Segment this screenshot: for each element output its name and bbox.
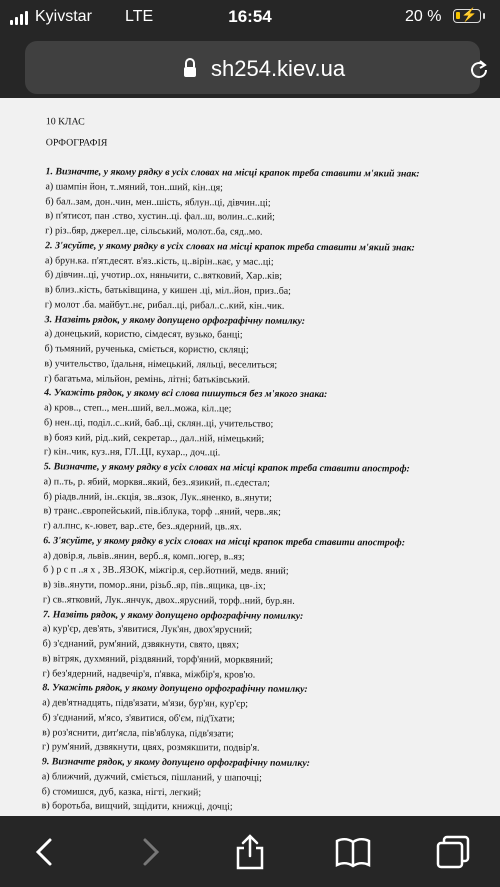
forward-chevron-icon[interactable] [130,832,170,872]
answer-option: б) з'єднаний, рум'яний, дзвякнути, свято, цвях; [42,638,240,651]
status-bar [0,0,500,36]
back-chevron-icon[interactable] [25,832,65,872]
scanned-document [0,98,500,813]
answer-option: г) без'ядерний, надвечір'я, п'явка, міжбір'я, кров'ю. [42,667,256,681]
tabs-icon[interactable] [433,832,473,872]
question-heading: 9. Визначте рядок, у якому допущено орфографічну помилку: [41,756,310,769]
address-bar [0,36,500,98]
book-icon[interactable] [333,832,373,872]
answer-option: а) брун.ка. п'ят.десят. в'яз..кість, ц..вірін..кає, у мас..ці; [44,254,274,268]
answer-option: а) кров.., степ.., мен..ший, вел..можа, кіл..це; [44,402,232,415]
answer-option: в) боротьба, вищчий, зщідити, книжці, дочці; [41,800,233,813]
answer-option: а) п..ть, р. ябий, морквя..який, без..язикий, п..єдестал; [43,476,270,489]
answer-option: а) кур'єр, дев'ять, з'явитися, Лук'ян, двох'ярусний; [42,623,253,636]
question-heading: 3. Назвіть рядок, у якому допущено орфографічну помилку: [44,313,306,327]
answer-option: а) довір.я, львів..янин, верб..я, комп..югер, в..яз; [43,549,245,563]
clock: 16:54 [228,7,272,26]
question-heading: 7. Назвіть рядок, у якому допущено орфографічну помилку: [42,608,304,622]
answer-option: б) з'єднаний, м'ясо, з'явитися, об'єм, під'їхати; [42,712,235,725]
share-icon[interactable] [230,832,270,872]
answer-option: а) дев'ятнадцять, підв'язати, м'язи, бур'ян, кур'єр; [42,697,249,710]
charging-bolt-icon: ⚡ [461,7,478,22]
answer-option: г) різ..бяр, джерел..це, сільський, молот..ба, сяд..мо. [45,225,263,238]
answer-option: а) ближчий, дужчий, сміється, пішланий, у шапочці; [41,771,262,784]
question-heading: 1. Визначте, у якому рядку в усіх словах на місці крапок треба ставити м'який знак: [45,166,420,180]
answer-option: г) кін..чик, куз..ня, ГЛ..ЦІ, кухар.., доч..ці. [43,446,221,459]
lock-icon [183,57,197,79]
answer-option: г) рум'яний, дзвякнути, цвях, розмякшити, подвір'я. [42,741,260,754]
answer-option: в) вітряк, духмяний, різдвяний, торф'яний, морквяний; [42,653,274,666]
answer-option: а) донецький, користю, сімдесят, вузько, банці; [44,328,243,341]
answer-option: в) роз'яснити, дит'ясла, пів'яблука, підв'язати; [42,726,234,739]
url-text[interactable]: sh254.kiev.ua [211,56,346,81]
browser-toolbar [0,816,500,887]
answer-option: в) п'ятисот, пан .ство, хустин..ці. фал..ш, волин..с..кий; [45,210,275,223]
question-heading: 6. З'ясуйте, у якому рядку в усіх словах на місці крапок треба ставити апостроф: [43,535,406,549]
answer-option: б) ріадв.лний, ін..єкція, зв..язок, Лук..яненко, в..янути; [43,490,272,504]
answer-option: б) бал..зам, дон..чин, мен..шість, яблун..ці, дівчин..ці; [45,195,271,209]
answer-option: а) шампін йон, т..мяний, тон..ший, кін..ця; [45,181,223,194]
question-heading: 8. Укажіть рядок, у якому допущено орфографічну помилку: [42,682,308,696]
reload-icon[interactable] [467,58,491,82]
battery-level-fill [456,12,460,19]
battery-percent: 20 % [405,8,442,25]
answer-option: б) стомишся, дуб, казка, нігті, легкий; [41,785,202,798]
document-title: ОРФОГРАФІЯ [45,137,108,149]
carrier-name: Kyivstar [35,8,92,25]
answer-option: г) св..ятковий, Лук..янчук, двох..ярусний, торф..ний, бур.ян. [42,594,295,607]
network-type: LTE [125,8,154,25]
answer-option: в) близ..кість, батьківщина, у кишен .ці, міл..йон, приз..ба; [44,284,291,297]
url-field[interactable] [25,41,480,94]
answer-option: б) нен..ці, поділ..с..кий, баб..ці, склян..ці, учительство; [43,417,274,430]
question-heading: 5. Визначте, у якому рядку в усіх словах на місці крапок треба ставити апостроф: [43,461,410,475]
web-page-content [0,98,500,816]
answer-option: в) учительство, їдальня, німецький, ляльці, веселиться; [44,358,278,371]
answer-option: б) тьмяний, рученька, сміється, користю, скляці; [44,343,249,356]
answer-option: в) транс..європейський, пів.іблука, торф ..яний, черв..як; [43,505,281,518]
answer-option: б) дівчин..ці, учотир..ох, няньчити, с..вятковий, Хар..ків; [44,269,283,282]
answer-option: г) ал.пнс, к-.ювет, вар..єте, без..ядерний, цв..ях. [43,520,242,533]
grade-label: 10 КЛАС [45,116,85,128]
question-heading: 4. Укажіть рядок, у якому всі слова пишуться без м'якого знака: [44,387,328,401]
answer-option: в) бояз кий, рід..кий, секретар.., дал..ній, німецький; [43,431,265,445]
answer-option: в) зів..янути, помор..яни, різьб..яр, пів..ящика, цв-.іх; [42,579,266,592]
battery-cap [483,13,485,19]
answer-option: б ) р с п ..я х , ЗВ..ЯЗОК, міжгір.я, сер.йотний, медв. яний; [43,564,289,578]
answer-option: г) багатьма, мільйон, ремінь, літні; батьківський. [44,372,251,386]
answer-option: г) молот .ба. майбут..нє, рибал..ці, рибал..с..кий, кін..чик. [44,299,285,312]
question-heading: 2. З'ясуйте, у якому рядку в усіх словах на місці крапок треба ставити м'який знак: [45,240,415,254]
